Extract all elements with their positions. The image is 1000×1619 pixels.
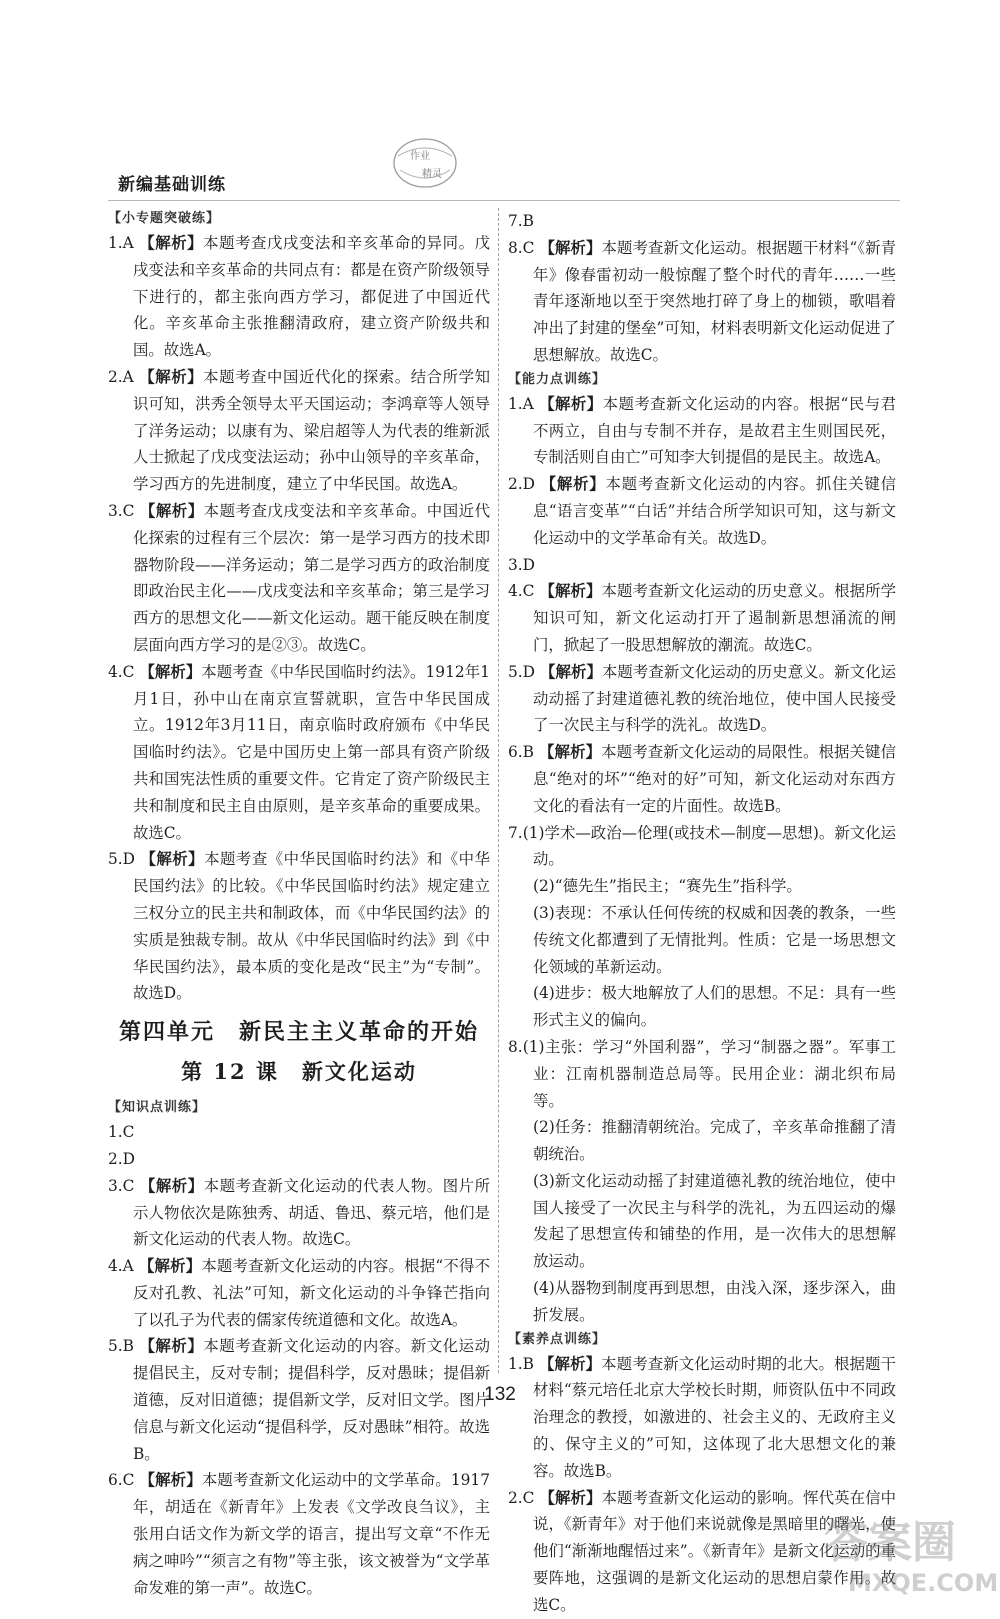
answer-item	[508, 1351, 896, 1485]
analysis-tag: 【解析】	[139, 1471, 202, 1490]
answer-item	[108, 498, 490, 659]
answer-number: 1.A	[508, 394, 534, 413]
answer-number: 2.D	[108, 1149, 136, 1168]
watermark-text-bottom: MXQE.COM	[848, 1569, 998, 1597]
analysis-tag: 【解析】	[139, 367, 204, 386]
right-column	[508, 208, 896, 1619]
lesson-title: 第 12 课 新文化运动	[181, 1059, 417, 1085]
analysis-tag: 【解析】	[139, 234, 204, 252]
answer-item	[508, 578, 896, 658]
answer-text: 本题考查《中华民国临时约法》和《中华民国约法》的比较。《中华民国临时约法》规定建立三权分立的民主共和制政体，而《中华民国约法》的实质是独裁专制。故从《中华民国临时约法》到《中华民国约法》，最本质的变化是改“民主”为“专制”。故选D。	[133, 850, 490, 1003]
analysis-tag: 【解析】	[539, 394, 603, 413]
answer-number: 1.B	[508, 1354, 534, 1373]
answer-q7	[508, 820, 896, 1034]
answer-text: 本题考查新文化运动。根据题干材料“《新青年》像春雷初动一般惊醒了整个时代的青年……一些青年逐渐地以至于突然地打碎了身上的枷锁，歌唱着冲出了封建的堡垒”可知，材料表明新文化运动促进了思想解放。故选C。	[533, 238, 896, 364]
section-heading-knowledge: 【知识点训练】	[108, 1100, 207, 1116]
answer-text: 本题考查新文化运动的影响。恽代英在信中说，《新青年》对于他们来说就像是黑暗里的曙光，使他们“渐渐地醒悟过来”。《新青年》是新文化运动的重要阵地，这强调的是新文化运动的思想启蒙作用。故选C。	[533, 1488, 896, 1614]
answer-number: 8.C	[508, 238, 535, 257]
answer-number: 5.D	[108, 850, 136, 869]
unit-title: 第四单元 新民主主义革命的开始	[118, 1019, 479, 1046]
analysis-tag: 【解析】	[139, 501, 204, 520]
q7-line-1	[508, 820, 896, 874]
knowledge-answers-continued	[508, 208, 896, 369]
answer-text: 本题考查新文化运动的代表人物。图片所示人物依次是陈独秀、胡适、鲁迅、蔡元培，他们是新文化运动的代表人物。故选C。	[133, 1176, 490, 1249]
answer-number: 2.C	[508, 1488, 535, 1507]
q8-text: (1)主张：学习“外国利器”，学习“制器之器”。军事工业：江南机器制造总局等。民用企业：湖北织布局等。	[522, 1037, 896, 1110]
q8-line-2: (2)任务：推翻清朝统治。完成了，辛亥革命推翻了清朝统治。	[533, 1118, 896, 1164]
analysis-tag: 【解析】	[539, 743, 602, 762]
answer-number: 7.B	[508, 212, 534, 230]
ability-answers	[508, 391, 896, 820]
analysis-tag: 【解析】	[139, 1176, 204, 1195]
knowledge-answers	[108, 1119, 490, 1601]
answer-item	[108, 1173, 490, 1253]
answer-item	[108, 1253, 490, 1333]
analysis-tag: 【解析】	[140, 850, 205, 869]
q7-line-3: (3)表现：不承认任何传统的权威和因袭的教条，一些传统文化都遭到了无情批判。性质：它是一场思想文化领域的革新运动。	[533, 903, 896, 976]
jingling-logo-icon	[388, 132, 462, 194]
analysis-tag: 【解析】	[539, 238, 602, 257]
answer-item	[508, 208, 896, 235]
answer-number: 3.C	[108, 501, 135, 520]
answer-text: 本题考查新文化运动的内容。根据“民与君不两立，自由与专制不并存，是故君主生则国民死，专制活则自由亡”可知李大钊提倡的是民主。故选A。	[533, 394, 896, 467]
analysis-tag: 【解析】	[139, 1337, 204, 1356]
answer-item	[108, 1467, 490, 1601]
answer-number: 2.A	[108, 367, 134, 386]
answer-item	[108, 1119, 490, 1146]
answer-text: 本题考查新文化运动的内容。新文化运动提倡民主，反对专制；提倡科学，反对愚昧；提倡新道德，反对旧道德；提倡新文学，反对旧文学。图片信息与新文化运动“提倡科学，反对愚昧”相符。故选B。	[133, 1337, 490, 1463]
watermark-text-top: 答案圈	[824, 1517, 956, 1568]
logo-text-top: 作业	[410, 151, 430, 162]
q8-line-4: (4)从器物到制度再到思想，由浅入深，逐步深入，曲折发展。	[533, 1279, 896, 1324]
answer-number: 3.C	[108, 1176, 135, 1195]
answer-number: 1.A	[108, 234, 134, 252]
answer-item	[108, 659, 490, 847]
q7-line-2: (2)“德先生”指民主；“赛先生”指科学。	[533, 877, 802, 896]
special-topic-answers	[108, 230, 490, 1007]
page-number: 132	[484, 1384, 516, 1405]
answer-text: 本题考查新文化运动的内容。根据“不得不反对孔教、礼法”可知，新文化运动的斗争锋芒指向了以孔子为代表的儒家传统道德和文化。故选A。	[133, 1257, 490, 1329]
answer-text: 本题考查新文化运动的历史意义。根据所学知识可知，新文化运动打开了遏制新思想涌流的闸门，掀起了一股思想解放的潮流。故选C。	[533, 582, 896, 654]
answer-number: 1.C	[108, 1123, 135, 1142]
header-rule	[108, 200, 900, 201]
q7-text: (1)学术—政治—伦理(或技术—制度—思想)。新文化运动。	[522, 823, 896, 869]
answer-text: 本题考查新文化运动的内容。抓住关键信息“语言变革”“白话”并结合所学知识可知，这与新文化运动中的文学革命有关。故选D。	[533, 475, 896, 547]
answer-text: 本题考查《中华民国临时约法》。1912年1月1日，孙中山在南京宣誓就职，宣告中华民国成立。1912年3月11日，南京临时政府颁布《中华民国临时约法》。它是中国历史上第一部具有资产阶级共和国宪法性质的重要文件。它肯定了资产阶级民主共和制度和民主自由原则，是辛亥革命的重要成果。故选C。	[133, 662, 490, 842]
answer-number: 4.C	[508, 582, 535, 601]
book-title: 新编基础训练	[118, 175, 226, 195]
column-divider	[498, 208, 499, 1373]
answer-text: 本题考查戊戌变法和辛亥革命的异同。戊戌变法和辛亥革命的共同点有：都是在资产阶级领导下进行的，都主张向西方学习，都促进了中国近代化。辛亥革命主张推翻清政府，建立资产阶级共和国。故选A。	[133, 234, 490, 360]
analysis-tag: 【解析】	[539, 1488, 602, 1507]
q8-line-3: (3)新文化运动动摇了封建道德礼教的统治地位，使中国人接受了一次民主与科学的洗礼，为五四运动的爆发起了思想宣传和铺垫的作用，是一次伟大的思想解放运动。	[533, 1171, 896, 1271]
site-watermark-icon	[818, 1505, 998, 1597]
answer-number: 4.A	[108, 1257, 134, 1276]
section-heading-literacy: 【素养点训练】	[508, 1331, 607, 1347]
answer-text: 本题考查新文化运动中的文学革命。1917年，胡适在《新青年》上发表《文学改良刍议》，主张用白话文作为新文学的语言，提出写文章“不作无病之呻吟”“须言之有物”等主张，该文被誉为“文学革命发难的第一声”。故选C。	[133, 1471, 490, 1597]
analysis-tag: 【解析】	[540, 662, 602, 681]
answer-number: 6.B	[508, 743, 534, 762]
answer-text: 本题考查新文化运动时期的北大。根据题干材料“蔡元培任北京大学校长时期，师资队伍中不同政治理念的教授，如激进的、社会主义的、无政府主义的、保守主义的”可知，这体现了北大思想文化的兼容。故选B。	[533, 1354, 896, 1480]
answer-text: 本题考查中国近代化的探索。结合所学知识可知，洪秀全领导太平天国运动；李鸿章等人领导了洋务运动；以康有为、梁启超等人为代表的维新派人士掀起了戊戌变法运动；孙中山领导的辛亥革命，学习西方的先进制度，建立了中华民国。故选A。	[133, 367, 490, 494]
answer-item	[108, 364, 490, 498]
answer-item	[108, 846, 490, 1007]
analysis-tag: 【解析】	[138, 1257, 202, 1276]
answer-q8	[508, 1034, 896, 1329]
answer-item	[108, 1146, 490, 1173]
answer-text: 本题考查新文化运动的局限性。根据关键信息“绝对的坏”“绝对的好”可知，新文化运动对东西方文化的看法有一定的片面性。故选B。	[533, 743, 896, 815]
answer-item	[508, 552, 896, 579]
q7-number: 7.	[508, 823, 523, 842]
analysis-tag: 【解析】	[539, 582, 602, 601]
answer-number: 2.D	[508, 475, 536, 494]
q7-line-4: (4)进步：极大地解放了人们的思想。不足：具有一些形式主义的偏向。	[533, 984, 896, 1030]
answer-number: 5.B	[108, 1337, 134, 1356]
answer-number: 4.C	[108, 662, 135, 681]
answer-number: 5.D	[508, 662, 536, 681]
answer-text: 本题考查新文化运动的历史意义。新文化运动动摇了封建道德礼教的统治地位，使中国人民接受了一次民主与科学的洗礼。故选D。	[533, 662, 896, 735]
section-heading-ability: 【能力点训练】	[508, 371, 607, 387]
answer-item	[508, 739, 896, 819]
analysis-tag: 【解析】	[139, 662, 202, 681]
answer-number: 3.D	[508, 555, 536, 574]
answer-number: 6.C	[108, 1471, 135, 1490]
answer-item	[508, 235, 896, 369]
logo-text-bottom: 精灵	[422, 169, 442, 180]
answer-item	[508, 659, 896, 739]
analysis-tag: 【解析】	[539, 1354, 602, 1373]
section-heading-special: 【小专题突破练】	[108, 211, 221, 226]
answer-item	[508, 391, 896, 471]
answer-item	[508, 471, 896, 551]
q8-number: 8.	[508, 1037, 523, 1056]
answer-text: 本题考查戊戌变法和辛亥革命。中国近代化探索的过程有三个层次：第一是学习西方的技术即器物阶段——洋务运动；第二是学习西方的政治制度即政治民主化——戊戌变法和辛亥革命；第三是学习西方的思想文化——新文化运动。题干能反映在制度层面向西方学习的是②③。故选C。	[133, 501, 490, 654]
q8-line-1	[508, 1034, 896, 1114]
answer-item	[108, 230, 490, 364]
analysis-tag: 【解析】	[540, 475, 606, 494]
